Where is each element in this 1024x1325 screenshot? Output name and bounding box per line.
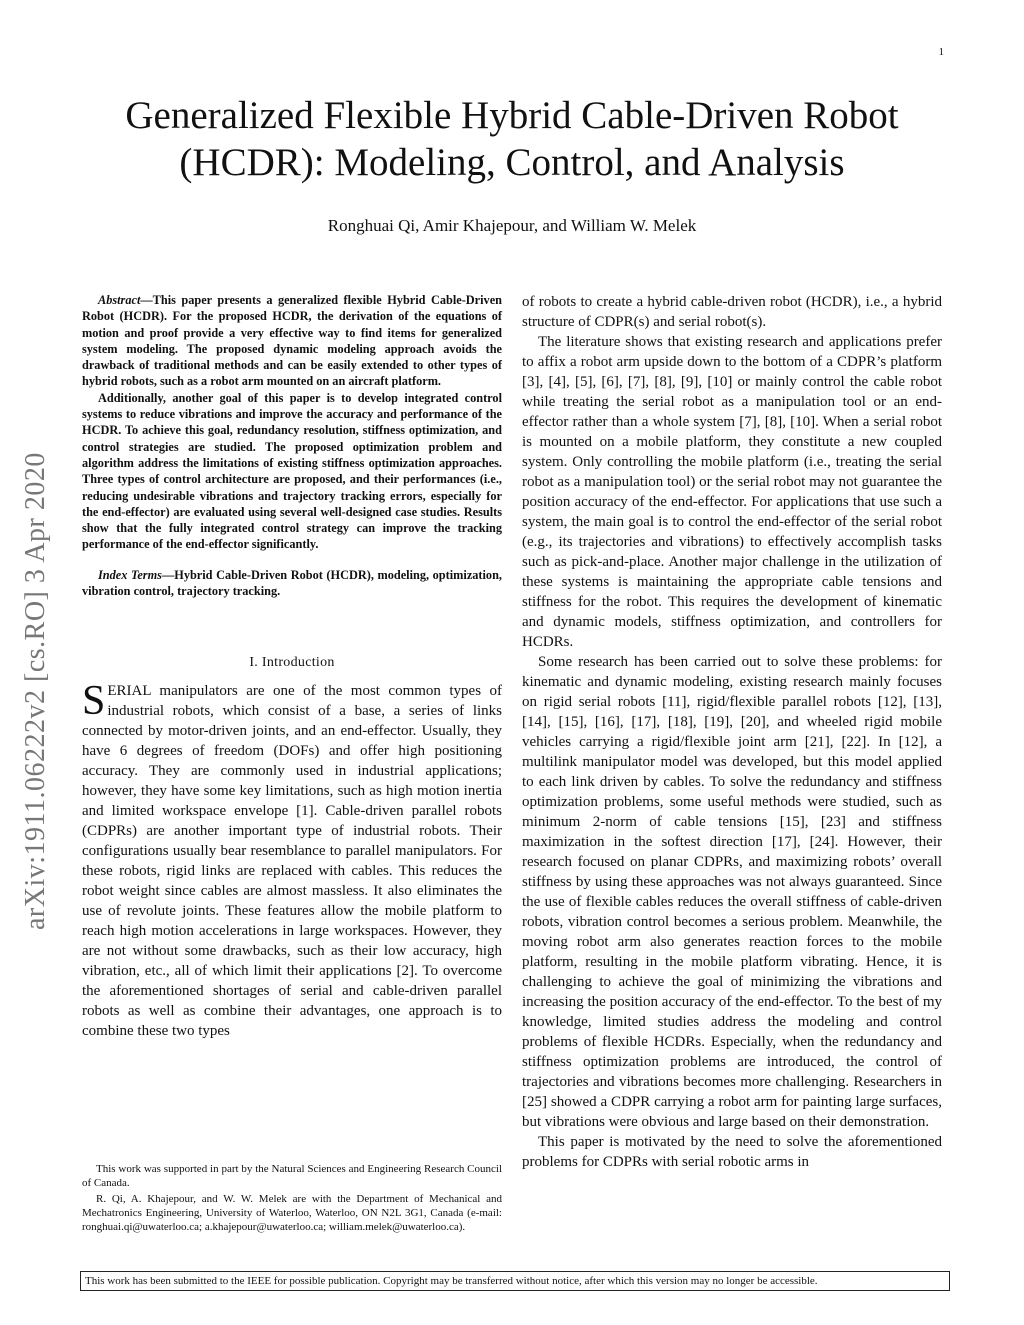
- drop-cap: S: [82, 678, 106, 725]
- right-paragraph-2: Some research has been carried out to solve these problems: for kinematic and dynamic modeling, existing research mainly focuses on rigid serial robots [11], rigid/flexible parallel robots [12], [13], [14], [15], [16], [17], [18], [19], [20], and wheeled rigid mobile vehicles carrying a rigid/flexible joint arm [21], [22]. In [12], a multilink manipulator model was developed, but this model applied to each link driven by cables. To solve the redundancy and stiffness optimization problems, some useful methods were studied, such as minimum 2-norm of cable tensions [15], [23] and stiffness maximization in the softest direction [17], [24]. However, their research focused on planar CDPRs, and maximizing robots’ overall stiffness by using these approaches was not always guaranteed. Since the use of flexible cables reduces the overall stiffness of cable-driven robots, vibration control becomes a serious problem. Meanwhile, the moving robot arm also generates reaction forces to the mobile platform, resulting in the mobile platform vibrating. Hence, it is challenging to achieve the goal of minimizing the vibrations and increasing the position accuracy of the end-effector. To the best of my knowledge, limited studies address the modeling and control problems of flexible HCDRs. Especially, when the redundancy and stiffness optimization problems are introduced, the control of trajectories and vibrations becomes more challenging. Researchers in [25] showed a CDPR carrying a robot arm for painting large surfaces, but vibrations were obvious and large based on their demonstration.: [522, 654, 942, 1130]
- copyright-notice: This work has been submitted to the IEEE for possible publication. Copyright may be transferred without notice, after which this version may no longer be accessible.: [80, 1271, 950, 1291]
- left-column: [82, 292, 502, 1041]
- footnote-funding: This work was supported in part by the Natural Sciences and Engineering Research Council of Canada.: [82, 1163, 502, 1189]
- abstract-paragraph-1: [82, 292, 502, 390]
- right-paragraph-0: of robots to create a hybrid cable-driven robot (HCDR), i.e., a hybrid structure of CDPR(s) and serial robot(s).: [522, 294, 942, 330]
- right-paragraph-1: The literature shows that existing research and applications prefer to affix a robot arm upside down to the bottom of a CDPR’s platform [3], [4], [5], [6], [7], [8], [9], [10] or mainly control the cable robot while treating the serial robot as a manipulation tool or an end-effector rather than a whole system [7], [8], [10]. When a serial robot is mounted on a mobile platform, they constitute a new coupled system. Only controlling the mobile platform (i.e., treating the serial robot as a manipulation tool) or the serial robot may not guarantee the position accuracy of the end-effector. For applications that use such a system, the main goal is to control the end-effector of the serial robot (e.g., its trajectories and vibrations) to effectively accomplish tasks such as pick-and-place. Another major challenge in the utilization of these systems is maintaining the appropriate cable tensions and stiffness for the robot. This requires the development of kinematic and dynamic models, stiffness optimization, and controllers for HCDRs.: [522, 334, 942, 650]
- abstract-paragraph-2: Additionally, another goal of this paper is to develop integrated control systems to reduce vibrations and improve the accuracy and performance of the HCDR. To achieve this goal, redundancy resolution, stiffness optimization, and control strategies are studied. The proposed optimization problem and algorithm address the limitations of existing stiffness optimization approaches. Three types of control architecture are proposed, and their performances (i.e., reducing undesirable vibrations and trajectory tracking errors, especially for the end-effector) are evaluated using several well-designed case studies. Results show that the fully integrated control strategy can improve the tracking performance of the end-effector significantly.: [82, 390, 502, 552]
- intro-text-1: ERIAL manipulators are one of the most common types of industrial robots, which consist of a base, a series of links connected by motor-driven joints, and an end-effector. Usually, they have 6 degrees of freedom (DOFs) and offer high positioning accuracy. They are commonly used in industrial applications; however, they have some key limitations, such as high motion inertia and limited workspace envelope [1]. Cable-driven parallel robots (CDPRs) are another important type of industrial robots. Their configurations usually bear resemblance to parallel manipulators. For these robots, rigid links are replaced with cables. This reduces the robot weight since cables are almost massless. It also eliminates the use of revolute joints. These features allow the mobile platform to reach high motion accelerations in large workspaces. However, they are not without some drawbacks, such as their low accuracy, high vibration, etc., all of which limit their applications [2]. To overcome the aforementioned shortages of serial and cable-driven parallel robots as well as combine their advantages, one approach is to combine these two types: [82, 683, 502, 1040]
- index-terms-text: —Hybrid Cable-Driven Robot (HCDR), modeling, optimization, vibration control, trajectory tracking.: [82, 567, 502, 599]
- footnote-affiliation: R. Qi, A. Khajepour, and W. W. Melek are with the Department of Mechanical and Mechatronics Engineering, University of Waterloo, Waterloo, ON N2L 3G1, Canada (e-mail: ronghuai.qi@uwaterloo.ca; a.khajepour@uwaterloo.ca; william.melek@uwaterloo.ca).: [82, 1193, 502, 1233]
- right-paragraph-3: This paper is motivated by the need to solve the aforementioned problems for CDPRs with serial robotic arms in: [522, 1134, 942, 1170]
- abstract-label: Abstract: [98, 293, 141, 307]
- abstract-text-1: —This paper presents a generalized flexible Hybrid Cable-Driven Robot (HCDR). For the proposed HCDR, the derivation of the equations of motion and proof provide a very effective way to find items for generalized system modeling. The proposed dynamic modeling approach avoids the drawback of traditional methods and can be easily extended to other types of hybrid robots, such as a robot arm mounted on an aircraft platform.: [82, 293, 502, 389]
- abstract: [82, 292, 502, 599]
- intro-paragraph-1: [82, 678, 502, 1041]
- author-list: Ronghuai Qi, Amir Khajepour, and William W. Melek: [327, 216, 697, 235]
- section-heading-introduction: I. Introduction: [249, 655, 335, 671]
- page-number: 1: [938, 46, 944, 58]
- index-terms-label: Index Terms: [98, 567, 162, 582]
- arxiv-stamp: arXiv:1911.06222v2 [cs.RO] 3 Apr 2020: [20, 452, 51, 930]
- footnotes: [82, 1162, 502, 1236]
- paper-title: Generalized Flexible Hybrid Cable-Driven Robot (HCDR): Modeling, Control, and Analysis: [125, 94, 899, 184]
- right-column: [522, 292, 942, 1172]
- index-terms: [82, 567, 502, 600]
